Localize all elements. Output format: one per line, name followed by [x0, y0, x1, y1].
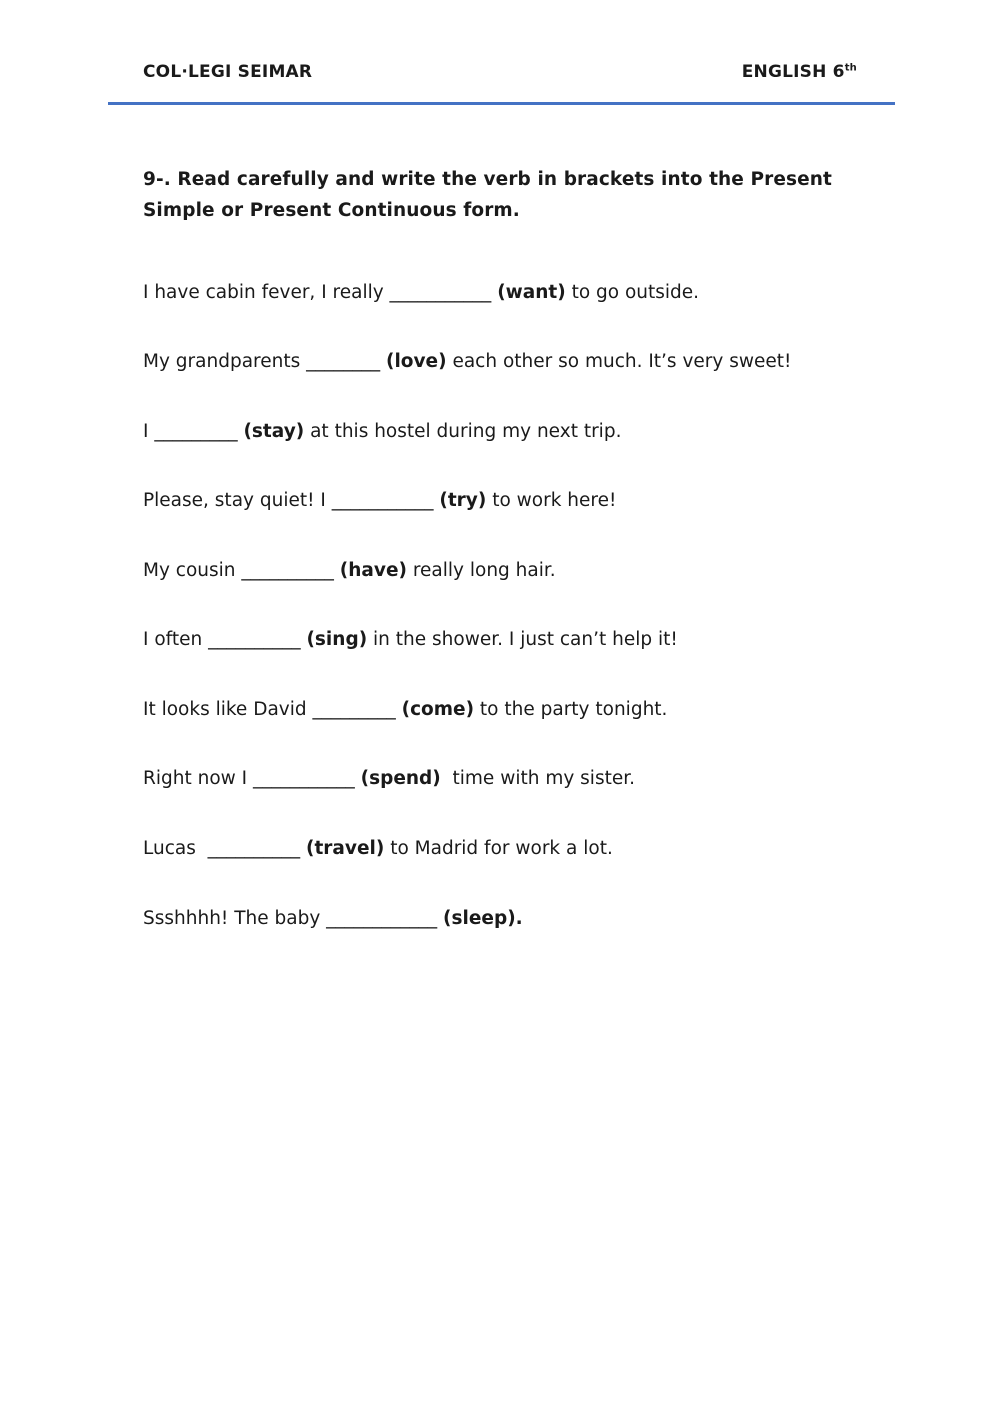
sentence-2: [143, 350, 903, 374]
sentence-text: to the party tonight.: [474, 699, 668, 720]
sentence-text: My cousin __________: [143, 560, 340, 581]
sentence-text: really long hair.: [406, 560, 556, 581]
verb-hint: (spend): [360, 768, 441, 789]
header-divider: [108, 102, 895, 105]
sentence-text: to go outside.: [565, 282, 700, 303]
sentence-5: [143, 559, 903, 583]
verb-hint: (try): [439, 490, 487, 511]
sentence-text: I have cabin fever, I really ___________: [143, 282, 498, 303]
verb-hint: (come): [401, 699, 475, 720]
verb-hint: (sleep).: [443, 908, 523, 929]
verb-hint: (have): [339, 560, 407, 581]
sentence-text: Lucas __________: [143, 838, 306, 859]
sentence-text: time with my sister.: [440, 768, 636, 789]
verb-hint: (want): [497, 282, 566, 303]
sentence-7: [143, 698, 903, 722]
sentence-text: My grandparents ________: [143, 351, 386, 372]
sentence-text: in the shower. I just can’t help it!: [367, 629, 678, 650]
sentence-text: Right now I ___________: [143, 768, 361, 789]
verb-hint: (love): [385, 351, 447, 372]
exercise-instruction: 9-. Read carefully and write the verb in brackets into the Present Simple or Present Continuous form.: [143, 169, 832, 221]
sentence-8: [143, 767, 903, 791]
sentence-1: [143, 281, 903, 305]
verb-hint: (sing): [306, 629, 368, 650]
sentence-text: I _________: [143, 421, 244, 442]
sentence-text: Ssshhhh! The baby ____________: [143, 908, 444, 929]
sentence-text: at this hostel during my next trip.: [304, 421, 622, 442]
subject-text: ENGLISH 6: [741, 62, 845, 82]
sentence-text: to Madrid for work a lot.: [384, 838, 613, 859]
sentence-6: [143, 628, 903, 652]
sentence-10: [143, 907, 903, 931]
subject-superscript: th: [844, 62, 857, 74]
sentence-text: Please, stay quiet! I ___________: [143, 490, 440, 511]
sentence-3: [143, 420, 903, 444]
sentence-9: [143, 837, 903, 861]
verb-hint: (stay): [243, 421, 305, 442]
sentence-text: I often __________: [143, 629, 307, 650]
school-name: COL·LEGI SEIMAR: [143, 62, 313, 82]
verb-hint: (travel): [306, 838, 385, 859]
sentence-text: to work here!: [486, 490, 617, 511]
sentence-4: [143, 489, 903, 513]
page-header: [143, 60, 857, 86]
sentence-text: It looks like David _________: [143, 699, 402, 720]
sentence-text: each other so much. It’s very sweet!: [446, 351, 792, 372]
subject-label: [742, 62, 857, 82]
